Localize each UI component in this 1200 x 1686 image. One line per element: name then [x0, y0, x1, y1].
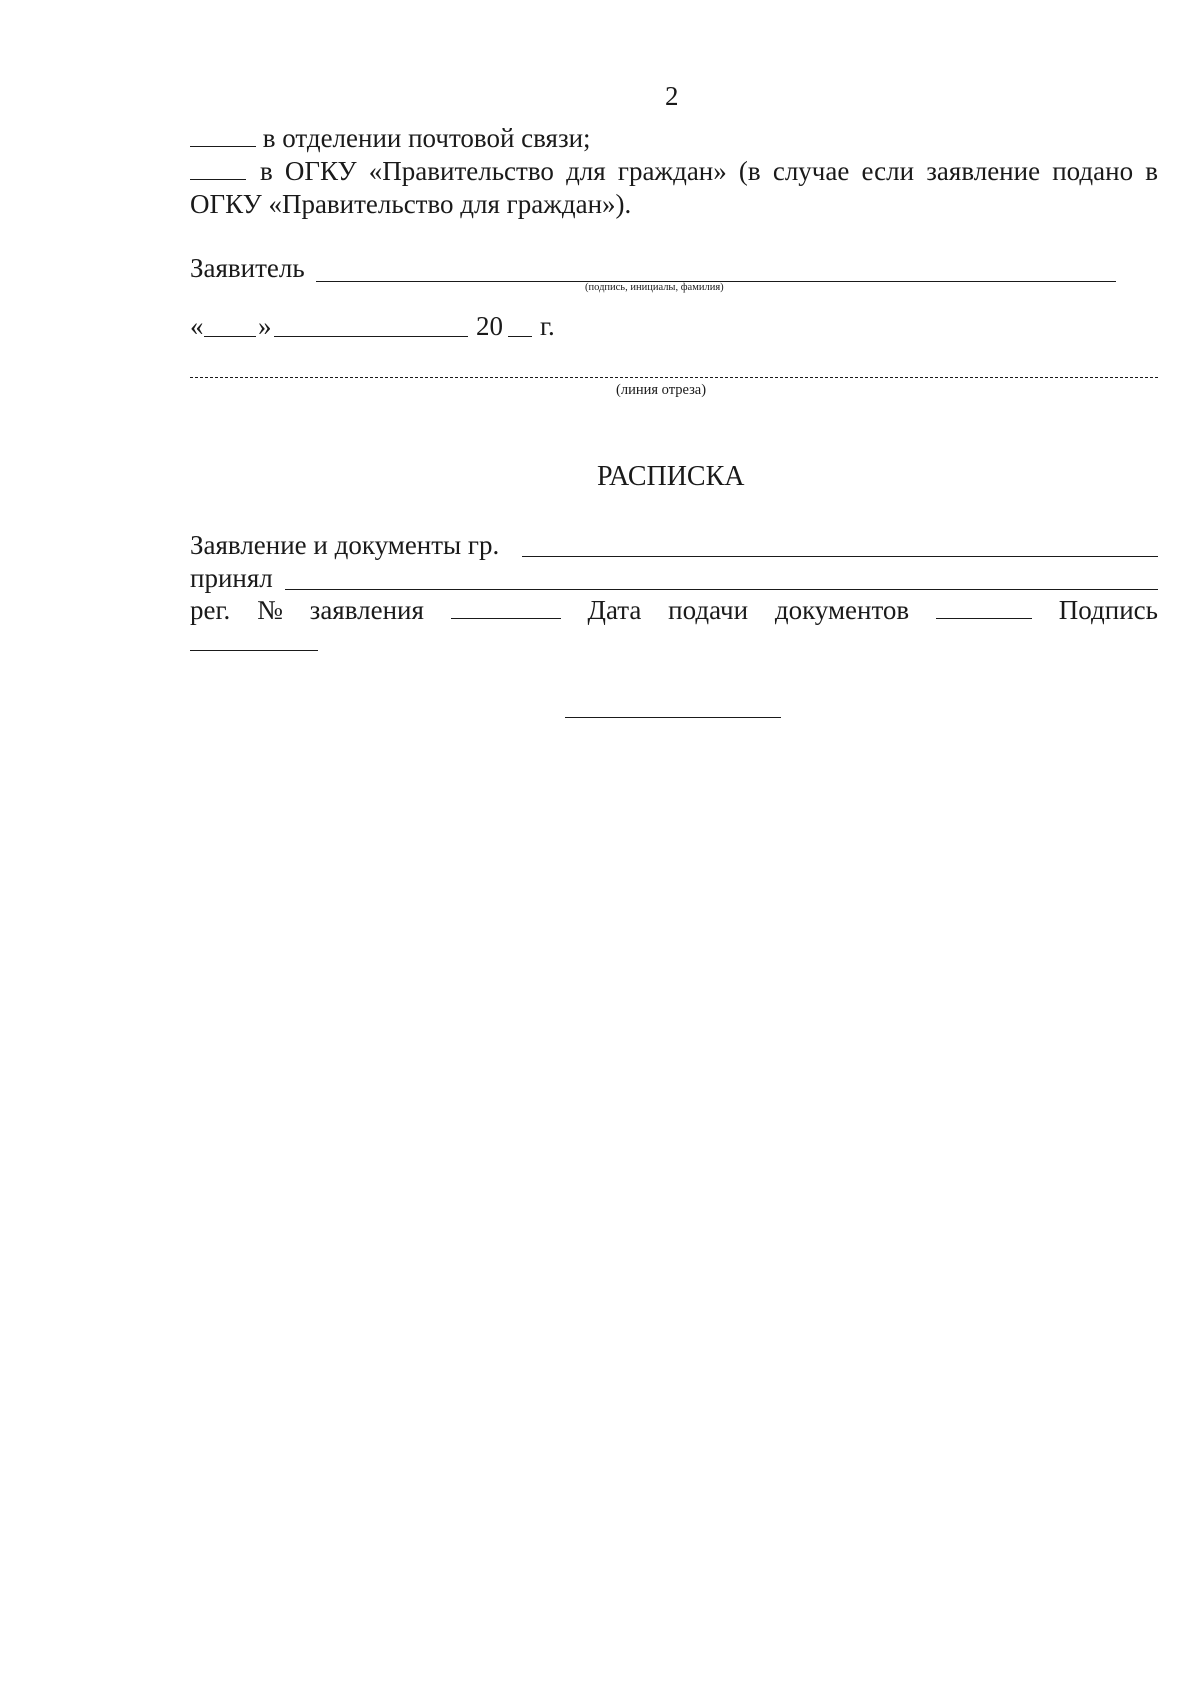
date-open-quote: « [190, 311, 204, 341]
docs-label: Заявление и документы гр. [190, 530, 500, 560]
accepted-by-line[interactable] [285, 589, 1158, 590]
end-separator [565, 717, 781, 718]
reg-number-blank[interactable] [451, 596, 561, 619]
post-office-text: в отделении почтовой связи; [262, 123, 591, 153]
ogku-option [190, 155, 1158, 187]
cut-line-label: (линия отреза) [616, 382, 707, 398]
date-word-3: документов [774, 595, 910, 625]
submission-date-blank[interactable] [936, 596, 1032, 619]
receipt-signature-line[interactable] [190, 650, 318, 651]
ogku-blank[interactable] [190, 157, 246, 180]
reg-word-3: заявления [309, 595, 424, 625]
date-year-blank[interactable] [508, 336, 532, 337]
applicant-signature-hint: (подпись, инициалы, фамилия) [585, 282, 724, 293]
sign-word: Подпись [1058, 595, 1158, 625]
receipt-title: РАСПИСКА [597, 461, 745, 492]
date-day-blank[interactable] [204, 336, 256, 337]
cut-line [190, 377, 1158, 378]
page-number: 2 [665, 81, 679, 111]
post-office-blank[interactable] [190, 124, 256, 147]
post-office-option [190, 122, 591, 154]
reg-line [190, 594, 1158, 626]
docs-citizen-line[interactable] [522, 556, 1158, 557]
ogku-text-line1: в ОГКУ «Правительство для граждан» (в случае если заявление подано в [260, 156, 1158, 186]
reg-word-1: рег. [190, 595, 231, 625]
reg-word-2: № [257, 595, 283, 625]
date-word-2: подачи [668, 595, 749, 625]
date-word-1: Дата [587, 595, 642, 625]
date-year-suffix: г. [540, 311, 555, 341]
date-year-prefix: 20 [476, 311, 503, 341]
date-close-quote: » [258, 311, 272, 341]
applicant-label: Заявитель [190, 253, 305, 283]
ogku-text-line2: ОГКУ «Правительство для граждан»). [190, 189, 632, 219]
date-month-blank[interactable] [274, 336, 468, 337]
accepted-label: принял [190, 563, 273, 593]
